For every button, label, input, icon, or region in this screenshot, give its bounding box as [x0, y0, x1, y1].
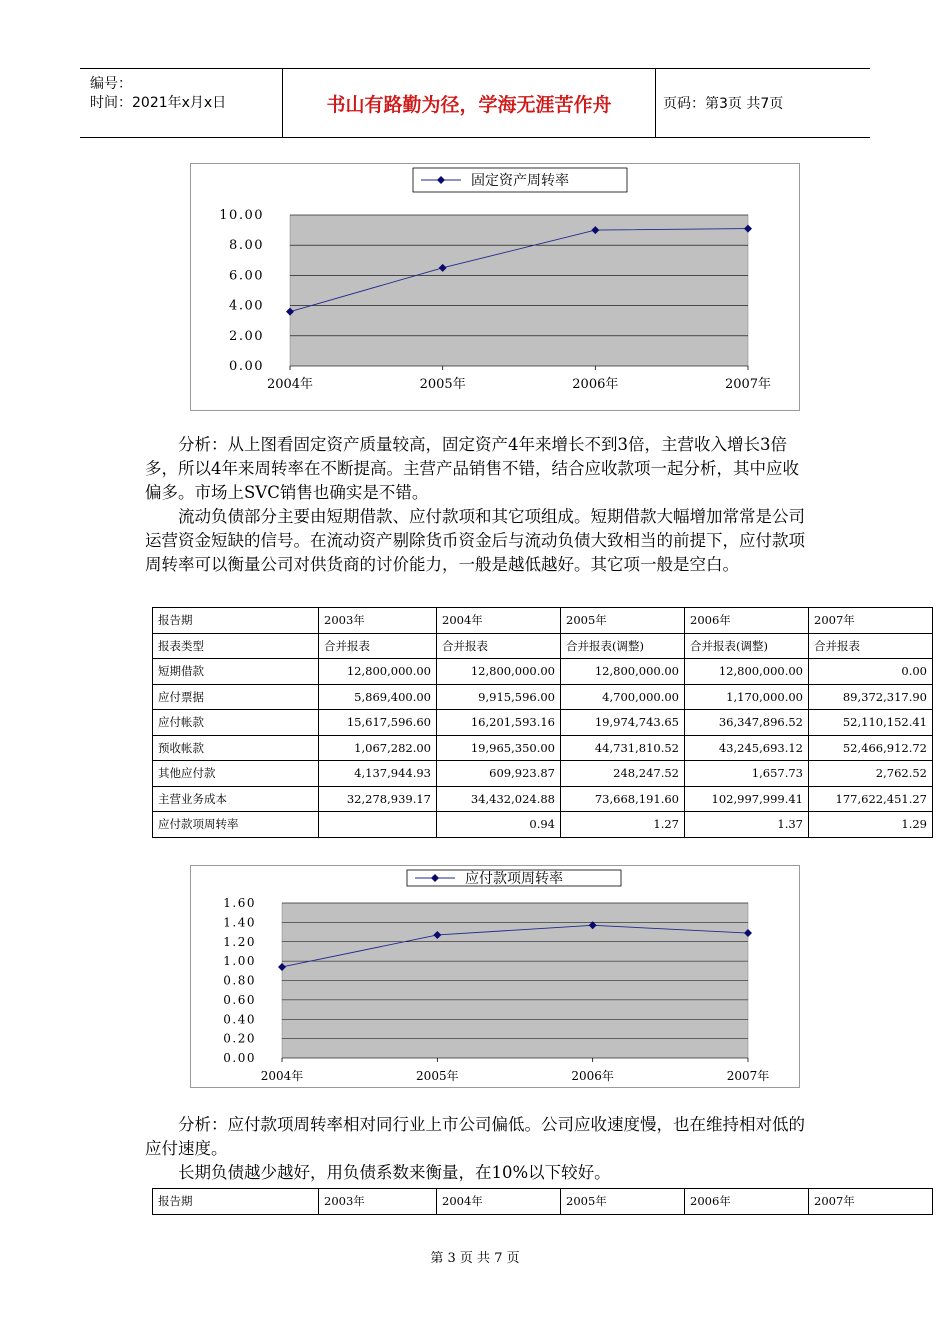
table-cell: 12,800,000.00 [319, 659, 437, 685]
table-cell: 1.29 [809, 812, 933, 838]
table-cell: 32,278,939.17 [319, 786, 437, 812]
row-label-cell: 其他应付款 [153, 761, 319, 787]
table-cell: 1,067,282.00 [319, 735, 437, 761]
payables-turnover-chart-svg [191, 866, 799, 1087]
x-tick-label: 2005年 [419, 377, 466, 392]
table-row [153, 633, 933, 659]
table-cell: 4,137,944.93 [319, 761, 437, 787]
paragraph: 流动负债部分主要由短期借款、应付款项和其它项组成。短期借款大幅增加常常是公司运营资金短缺的信号。在流动资产剔除货币资金后与流动负债大致相当的前提下，应付款项周转率可以衡量公司对供货商的讨价能力，一般是越低越好。其它项一般是空白。 [145, 507, 805, 574]
table-cell: 34,432,024.88 [437, 786, 561, 812]
table-cell: 52,466,912.72 [809, 735, 933, 761]
paragraph: 分析：从上图看固定资产质量较高，固定资产4年来增长不到3倍，主营收入增长3倍多，所以4年来周转率在不断提高。主营产品销售不错，结合应收款项一起分析，其中应收偏多。市场上SVC销售也确实是不错。 [145, 435, 799, 502]
table-row [153, 786, 933, 812]
table-row [153, 761, 933, 787]
table-row [153, 710, 933, 736]
y-tick-label: 8.00 [229, 238, 264, 254]
y-tick-label: 0.40 [223, 1012, 256, 1027]
table-cell: 102,997,999.41 [685, 786, 809, 812]
x-tick-label: 2007年 [724, 377, 772, 392]
row-label-cell: 应付帐款 [153, 710, 319, 736]
x-tick-label: 2006年 [571, 1069, 614, 1083]
analysis-text-1 [145, 433, 805, 577]
x-tick-label: 2005年 [416, 1069, 459, 1083]
table-cell: 9,915,596.00 [437, 684, 561, 710]
y-tick-label: 4.00 [229, 298, 264, 314]
paragraph: 长期负债越少越好，用负债系数来衡量，在10%以下较好。 [178, 1163, 611, 1182]
fixed-asset-turnover-chart [190, 163, 800, 411]
long-term-liabilities-table [152, 1188, 933, 1215]
table-cell: 12,800,000.00 [561, 659, 685, 685]
y-tick-label: 6.00 [229, 268, 264, 284]
page-footer: 第 3 页 共 7 页 [430, 1251, 520, 1266]
row-label-cell: 预收帐款 [153, 735, 319, 761]
table-cell: 2006年 [685, 608, 809, 634]
table-cell: 2006年 [685, 1189, 809, 1215]
row-label-cell: 短期借款 [153, 659, 319, 685]
table-cell: 1.37 [685, 812, 809, 838]
y-tick-label: 0.80 [223, 973, 256, 988]
row-label-cell: 报告期 [153, 608, 319, 634]
current-liabilities-table [152, 607, 933, 838]
table-cell: 2,762.52 [809, 761, 933, 787]
payables-turnover-chart [190, 865, 800, 1088]
table-cell: 248,247.52 [561, 761, 685, 787]
table-cell: 44,731,810.52 [561, 735, 685, 761]
table-cell: 43,245,693.12 [685, 735, 809, 761]
table-cell: 12,800,000.00 [685, 659, 809, 685]
table-cell: 1.27 [561, 812, 685, 838]
row-label-cell: 报告期 [153, 1189, 319, 1215]
page-header [80, 68, 870, 138]
fixed-asset-turnover-chart-svg [191, 164, 799, 410]
x-tick-label: 2004年 [266, 377, 314, 392]
table-cell: 52,110,152.41 [809, 710, 933, 736]
analysis-text-2 [145, 1113, 805, 1185]
table-cell: 73,668,191.60 [561, 786, 685, 812]
y-tick-label: 1.20 [223, 934, 256, 949]
table-cell: 合并报表(调整) [561, 633, 685, 659]
row-label-cell: 报表类型 [153, 633, 319, 659]
y-tick-label: 0.00 [229, 359, 264, 374]
y-tick-label: 0.60 [223, 992, 256, 1007]
table-row [153, 812, 933, 838]
header-meta [80, 69, 283, 137]
row-label-cell: 应付票据 [153, 684, 319, 710]
table-cell: 89,372,317.90 [809, 684, 933, 710]
table-cell: 合并报表(调整) [685, 633, 809, 659]
paragraph: 分析：应付款项周转率相对同行业上市公司偏低。公司应收速度慢，也在维持相对低的应付速度。 [145, 1115, 805, 1158]
plot-area [290, 215, 748, 366]
row-label-cell: 主营业务成本 [153, 786, 319, 812]
table-cell: 19,974,743.65 [561, 710, 685, 736]
table-cell: 合并报表 [437, 633, 561, 659]
header-page-info: 页码：第3页 共7页 [663, 96, 784, 112]
table-cell: 16,201,593.16 [437, 710, 561, 736]
table-cell: 609,923.87 [437, 761, 561, 787]
table-cell: 12,800,000.00 [437, 659, 561, 685]
table-row [153, 608, 933, 634]
legend-label: 固定资产周转率 [471, 173, 569, 189]
y-tick-label: 2.00 [229, 328, 264, 344]
y-tick-label: 10.00 [219, 208, 264, 223]
table-cell: 36,347,896.52 [685, 710, 809, 736]
table-cell: 177,622,451.27 [809, 786, 933, 812]
number-label: 编号： [90, 76, 132, 92]
x-tick-label: 2007年 [726, 1069, 770, 1083]
table-cell: 合并报表 [809, 633, 933, 659]
table-cell: 4,700,000.00 [561, 684, 685, 710]
table-cell: 0.00 [809, 659, 933, 685]
table-cell: 1,657.73 [685, 761, 809, 787]
table-row [153, 684, 933, 710]
y-tick-label: 0.20 [223, 1031, 256, 1046]
table-cell: 19,965,350.00 [437, 735, 561, 761]
table-cell: 0.94 [437, 812, 561, 838]
legend-label: 应付款项周转率 [465, 871, 563, 887]
table-cell: 2003年 [319, 1189, 437, 1215]
table-cell: 2004年 [437, 608, 561, 634]
row-label-cell: 应付款项周转率 [153, 812, 319, 838]
table-cell: 1,170,000.00 [685, 684, 809, 710]
table-cell: 2003年 [319, 608, 437, 634]
x-tick-label: 2006年 [572, 377, 619, 392]
date-label: 时间：2021年x月x日 [90, 95, 227, 111]
table-cell [319, 812, 437, 838]
table-row [153, 1189, 933, 1215]
table-cell: 2007年 [809, 1189, 933, 1215]
table-cell: 5,869,400.00 [319, 684, 437, 710]
table-row [153, 735, 933, 761]
table-row [153, 659, 933, 685]
table-cell: 合并报表 [319, 633, 437, 659]
table-cell: 2007年 [809, 608, 933, 634]
table-cell: 15,617,596.60 [319, 710, 437, 736]
x-tick-label: 2004年 [260, 1069, 304, 1083]
table-cell: 2005年 [561, 1189, 685, 1215]
table-cell: 2004年 [437, 1189, 561, 1215]
y-tick-label: 1.40 [223, 915, 256, 930]
table-cell: 2005年 [561, 608, 685, 634]
header-motto: 书山有路勤为径，学海无涯苦作舟 [283, 69, 656, 137]
y-tick-label: 1.60 [223, 896, 256, 910]
y-tick-label: 1.00 [223, 954, 256, 969]
y-tick-label: 0.00 [223, 1051, 256, 1065]
